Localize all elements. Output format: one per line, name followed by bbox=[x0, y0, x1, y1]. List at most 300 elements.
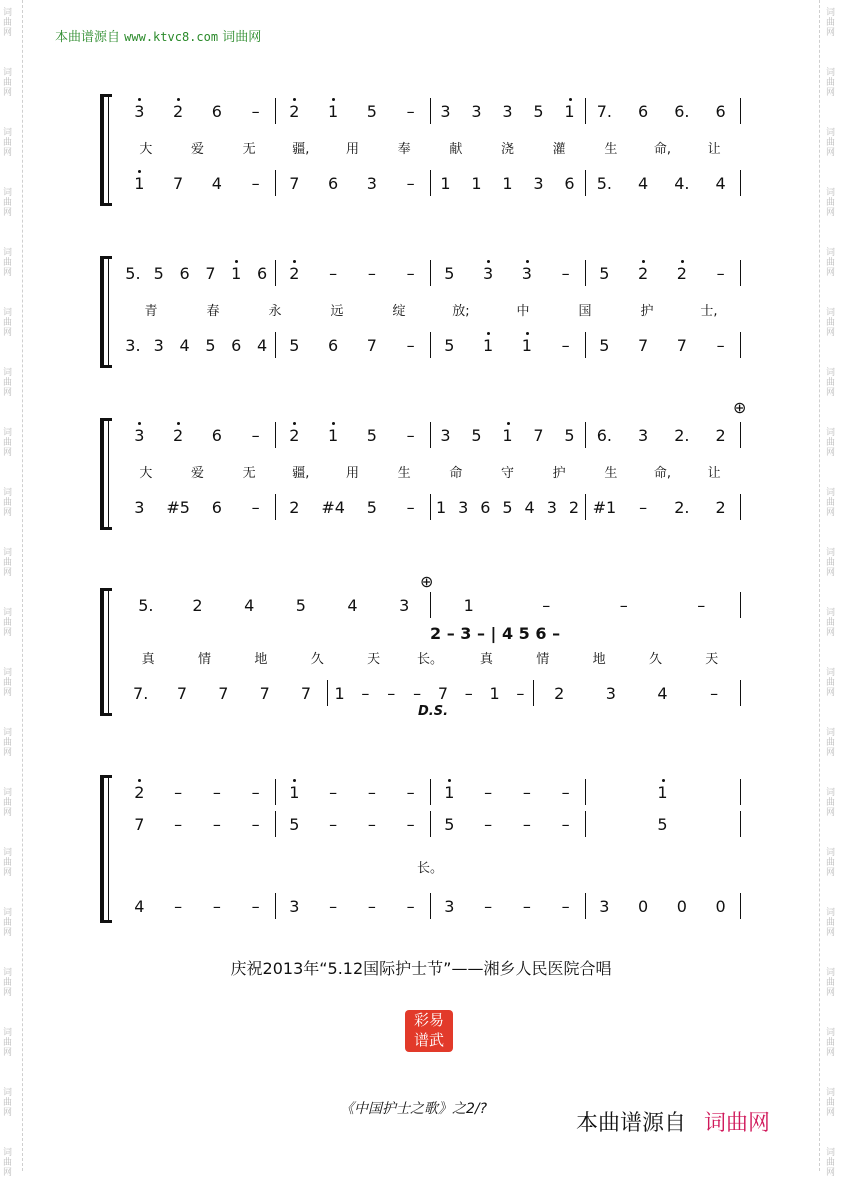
watermark-text: 词 曲 网 bbox=[3, 68, 13, 98]
note: 2 bbox=[289, 498, 300, 517]
note: 5 bbox=[289, 336, 300, 355]
octave-dot bbox=[138, 170, 141, 173]
note: 6 bbox=[256, 264, 268, 283]
watermark-text: 词 曲 网 bbox=[3, 728, 13, 758]
lyric-syllable: 真 bbox=[479, 652, 493, 667]
dash-note: – bbox=[251, 102, 260, 121]
system-line bbox=[108, 588, 109, 716]
note: 4 bbox=[256, 336, 268, 355]
barline bbox=[275, 98, 276, 124]
dash-note: – bbox=[329, 783, 338, 802]
barline-end bbox=[740, 893, 741, 919]
system-bracket bbox=[100, 256, 104, 368]
header-site[interactable]: 词曲网 bbox=[222, 30, 262, 45]
watermark-text: 词 曲 网 bbox=[826, 728, 836, 758]
lyric-syllable: 士, bbox=[700, 304, 718, 319]
watermark-text: 词 曲 网 bbox=[826, 308, 836, 338]
watermark-text: 词 曲 网 bbox=[3, 1028, 13, 1058]
note: 7 bbox=[366, 336, 377, 355]
watermark-text: 词 曲 网 bbox=[826, 1028, 836, 1058]
watermark-text: 词 曲 网 bbox=[3, 188, 13, 218]
watermark-text: 词 曲 网 bbox=[826, 488, 836, 518]
dash-note: – bbox=[406, 264, 415, 283]
octave-dot bbox=[507, 422, 510, 425]
barline bbox=[585, 98, 586, 124]
music-system bbox=[100, 775, 745, 923]
dash-note: – bbox=[387, 684, 396, 703]
barline-end bbox=[740, 260, 741, 286]
watermark-text: 词 曲 网 bbox=[3, 128, 13, 158]
barline-end bbox=[740, 98, 741, 124]
note: 4 bbox=[715, 174, 726, 193]
system-bracket bbox=[100, 94, 104, 206]
watermark-text: 词 曲 网 bbox=[3, 668, 13, 698]
note: 7 bbox=[289, 174, 300, 193]
note: 7 bbox=[259, 684, 270, 703]
note: 3 bbox=[444, 897, 455, 916]
lyric-syllable: 用 bbox=[345, 466, 360, 481]
note: 6 bbox=[179, 264, 190, 283]
dash-note: – bbox=[561, 264, 570, 283]
note: 5 bbox=[564, 426, 575, 445]
music-system bbox=[100, 572, 745, 719]
dash-note: – bbox=[561, 336, 570, 355]
note: 1 bbox=[231, 264, 242, 283]
dash-note: – bbox=[619, 596, 628, 615]
note: #4 bbox=[321, 498, 345, 517]
dash-note: – bbox=[522, 783, 531, 802]
octave-dot bbox=[642, 260, 645, 263]
note: 5 bbox=[444, 815, 455, 834]
note: 7 bbox=[205, 264, 216, 283]
barline bbox=[275, 332, 276, 358]
note: 0 bbox=[638, 897, 649, 916]
note: 2 bbox=[192, 596, 203, 615]
dash-note: – bbox=[251, 498, 260, 517]
note: 4. bbox=[674, 174, 690, 193]
octave-dot bbox=[526, 260, 529, 263]
barline bbox=[585, 811, 586, 837]
note: 1 bbox=[502, 426, 513, 445]
header-source-prefix: 本曲谱源自 bbox=[55, 30, 121, 45]
note: 6 bbox=[564, 174, 575, 193]
note: 5 bbox=[502, 498, 513, 517]
lyric-syllable: 让 bbox=[707, 142, 721, 157]
note: 3 bbox=[483, 264, 494, 283]
system-bracket bbox=[100, 588, 104, 716]
barline bbox=[585, 170, 586, 196]
note: 3 bbox=[471, 102, 482, 121]
note: 3 bbox=[605, 684, 616, 703]
barline-end bbox=[740, 170, 741, 196]
watermark-text: 词 曲 网 bbox=[826, 428, 836, 458]
note: 6 bbox=[638, 102, 649, 121]
lyric-syllable: 放; bbox=[452, 304, 470, 319]
dash-note: – bbox=[484, 783, 493, 802]
note: 2 bbox=[676, 264, 687, 283]
dash-note: – bbox=[212, 783, 221, 802]
system-line bbox=[108, 256, 109, 368]
lyric-syllable: 地 bbox=[592, 652, 606, 667]
barline bbox=[430, 422, 431, 448]
watermark-text: 词 曲 网 bbox=[826, 968, 836, 998]
watermark-text: 词 曲 网 bbox=[3, 788, 13, 818]
barline-end bbox=[740, 332, 741, 358]
note: 3 bbox=[521, 264, 532, 283]
note: 3 bbox=[289, 897, 300, 916]
note: 7. bbox=[133, 684, 149, 703]
dash-note: – bbox=[542, 596, 551, 615]
octave-dot bbox=[681, 260, 684, 263]
dash-note: – bbox=[710, 684, 719, 703]
note: 3 bbox=[599, 897, 610, 916]
lyric-syllable: 爱 bbox=[190, 142, 205, 157]
dash-note: – bbox=[716, 264, 725, 283]
note: 6. bbox=[674, 102, 690, 121]
watermark-text: 词 曲 网 bbox=[3, 908, 13, 938]
footer-source-prefix: 本曲谱源自 bbox=[576, 1111, 687, 1136]
note: 1 bbox=[502, 174, 513, 193]
note: 1 bbox=[440, 174, 451, 193]
watermark-text: 词 曲 网 bbox=[3, 968, 13, 998]
note: 0 bbox=[715, 897, 726, 916]
note: 5 bbox=[366, 426, 377, 445]
watermark-text: 词 曲 网 bbox=[3, 248, 13, 278]
barline bbox=[585, 260, 586, 286]
dash-note: – bbox=[367, 815, 376, 834]
note: 5 bbox=[153, 264, 164, 283]
dash-note: – bbox=[367, 264, 376, 283]
lyric-syllable: 爱 bbox=[190, 466, 205, 481]
note: 4 bbox=[211, 174, 222, 193]
lyric-syllable: 久 bbox=[310, 652, 324, 667]
dash-note: – bbox=[406, 783, 415, 802]
note: 1 bbox=[471, 174, 482, 193]
performance-caption: 庆祝2013年“5.12国际护士节”——湘乡人民医院合唱 bbox=[230, 959, 612, 978]
watermark-text: 词 曲 网 bbox=[3, 608, 13, 638]
barline-end bbox=[740, 592, 741, 618]
note: 7 bbox=[173, 174, 184, 193]
note: 6 bbox=[231, 336, 242, 355]
note: 3 bbox=[502, 102, 513, 121]
barline bbox=[430, 98, 431, 124]
note: 6 bbox=[328, 336, 339, 355]
note: 2 bbox=[568, 498, 580, 517]
lyric-syllable: 大 bbox=[139, 466, 153, 481]
note: 5 bbox=[657, 815, 668, 834]
lyric-syllable: 青 bbox=[144, 304, 158, 319]
lyric-syllable: 长。 bbox=[416, 652, 444, 667]
note: 5 bbox=[205, 336, 216, 355]
dash-note: – bbox=[522, 815, 531, 834]
octave-dot bbox=[138, 779, 141, 782]
dash-note: – bbox=[406, 426, 415, 445]
coda-sign: ⊕ bbox=[420, 572, 434, 591]
dash-note: – bbox=[716, 336, 725, 355]
system-line bbox=[108, 775, 109, 923]
note: 7 bbox=[176, 684, 188, 703]
octave-dot bbox=[177, 98, 180, 101]
page-header bbox=[55, 26, 261, 45]
lyric-syllable: 疆, bbox=[292, 466, 310, 481]
lyric-syllable: 护 bbox=[552, 466, 566, 481]
note: 6 bbox=[715, 102, 726, 121]
dal-segno-mark: D.S. bbox=[418, 704, 449, 719]
barline bbox=[430, 779, 431, 805]
dash-note: – bbox=[697, 596, 706, 615]
barline bbox=[585, 332, 586, 358]
lyric-syllable: 久 bbox=[648, 652, 662, 667]
lyric-syllable: 生 bbox=[604, 142, 618, 157]
music-system bbox=[100, 418, 745, 530]
octave-dot bbox=[138, 98, 141, 101]
note: 0 bbox=[676, 897, 687, 916]
lyric-syllable: 绽 bbox=[392, 304, 406, 319]
dash-note: – bbox=[329, 815, 338, 834]
lyric-syllable: 真 bbox=[141, 652, 155, 667]
octave-dot bbox=[293, 98, 296, 101]
barline-end bbox=[740, 779, 741, 805]
barline bbox=[585, 422, 586, 448]
note: 4 bbox=[638, 174, 649, 193]
lyric-syllable: 命, bbox=[653, 466, 672, 481]
note: #1 bbox=[592, 498, 617, 517]
lyric-syllable: 中 bbox=[516, 304, 530, 319]
watermark-text: 词 曲 网 bbox=[826, 368, 836, 398]
note: 1 bbox=[444, 783, 455, 802]
note: 2 bbox=[289, 264, 300, 283]
note: 1 bbox=[289, 783, 300, 802]
octave-dot bbox=[235, 260, 238, 263]
octave-dot bbox=[662, 779, 665, 782]
note: 1 bbox=[435, 498, 447, 517]
note: 3 bbox=[440, 426, 451, 445]
seal-stamp: 彩易 谱武 bbox=[405, 1010, 453, 1052]
watermark-text: 词 曲 网 bbox=[826, 908, 836, 938]
dash-note: – bbox=[174, 815, 183, 834]
note: 6. bbox=[596, 426, 613, 445]
note: 7 bbox=[638, 336, 649, 355]
dash-note: – bbox=[484, 897, 493, 916]
dash-note: – bbox=[561, 815, 570, 834]
note: 2 bbox=[173, 102, 184, 121]
note: 1 bbox=[489, 684, 500, 703]
dash-note: – bbox=[329, 264, 338, 283]
dash-note: – bbox=[367, 783, 376, 802]
lyric-syllable: 奉 bbox=[397, 142, 411, 157]
barline bbox=[430, 893, 431, 919]
note: 4 bbox=[347, 596, 358, 615]
note: 2 bbox=[134, 783, 145, 802]
note: 7 bbox=[134, 815, 145, 834]
footer-source bbox=[576, 1106, 770, 1137]
watermark-text: 词 曲 网 bbox=[3, 8, 13, 38]
lyric-syllable: 用 bbox=[345, 142, 360, 157]
barline bbox=[275, 779, 276, 805]
note: 4 bbox=[244, 596, 255, 615]
lyric-syllable: 春 bbox=[206, 304, 220, 319]
note: 5 bbox=[471, 426, 482, 445]
watermark-text: 词 曲 网 bbox=[3, 1148, 13, 1178]
dash-note: – bbox=[406, 174, 415, 193]
dash-note: – bbox=[212, 815, 221, 834]
dash-note: – bbox=[329, 897, 338, 916]
dash-note: – bbox=[251, 426, 260, 445]
footer-site-link[interactable]: 词曲网 bbox=[704, 1111, 771, 1136]
watermark-text: 词 曲 网 bbox=[3, 368, 13, 398]
watermark-text: 词 曲 网 bbox=[826, 788, 836, 818]
watermark-text: 词 曲 网 bbox=[826, 548, 836, 578]
note: 3 bbox=[153, 336, 164, 355]
barline bbox=[430, 170, 431, 196]
lyric-syllable: 国 bbox=[578, 304, 592, 319]
barline bbox=[275, 260, 276, 286]
lyric-syllable: 天 bbox=[367, 652, 381, 667]
note: 2 bbox=[554, 684, 565, 703]
system-bracket bbox=[100, 418, 104, 530]
dash-note: – bbox=[367, 897, 376, 916]
note: 3 bbox=[638, 426, 649, 445]
note: 3 bbox=[546, 498, 557, 517]
lyric-syllable: 远 bbox=[330, 304, 344, 319]
system-bracket bbox=[100, 775, 104, 923]
barline-end bbox=[740, 422, 741, 448]
lyric-syllable: 护 bbox=[640, 304, 654, 319]
right-watermark-strip bbox=[819, 0, 842, 1178]
system-line bbox=[108, 94, 109, 206]
barline bbox=[430, 494, 431, 520]
note: 2 bbox=[715, 426, 726, 445]
barline bbox=[533, 680, 534, 706]
watermark-text: 词 曲 网 bbox=[3, 548, 13, 578]
watermark-text: 词 曲 网 bbox=[826, 248, 836, 278]
dash-note: – bbox=[484, 815, 493, 834]
dash-note: – bbox=[406, 815, 415, 834]
note: 3 bbox=[134, 102, 145, 121]
note: 7 bbox=[218, 684, 229, 703]
barline bbox=[585, 494, 586, 520]
octave-dot bbox=[526, 332, 529, 335]
note: 1 bbox=[521, 336, 532, 355]
note: 6 bbox=[480, 498, 491, 517]
lyric-syllable: 灌 bbox=[552, 142, 566, 157]
note: 1 bbox=[328, 426, 339, 445]
barline-end bbox=[740, 811, 741, 837]
barline bbox=[585, 893, 586, 919]
note: 3. bbox=[125, 336, 141, 355]
note: 3 bbox=[533, 174, 544, 193]
watermark-text: 词 曲 网 bbox=[3, 848, 13, 878]
note: 4 bbox=[524, 498, 535, 517]
dash-note: – bbox=[251, 783, 260, 802]
header-url[interactable]: www.ktvc8.com bbox=[124, 30, 219, 44]
octave-dot bbox=[177, 422, 180, 425]
dash-note: – bbox=[251, 815, 260, 834]
octave-dot bbox=[332, 422, 335, 425]
music-system bbox=[100, 94, 745, 206]
watermark-text: 词 曲 网 bbox=[826, 128, 836, 158]
note: 6 bbox=[211, 102, 222, 121]
lyric-syllable: 让 bbox=[707, 466, 721, 481]
lyric-syllable: 永 bbox=[268, 304, 282, 319]
watermark-text: 词 曲 网 bbox=[826, 188, 836, 218]
lyric-syllable: 大 bbox=[139, 142, 153, 157]
octave-dot bbox=[487, 332, 490, 335]
note: 1 bbox=[657, 783, 668, 802]
octave-dot bbox=[332, 98, 335, 101]
note: 2 bbox=[638, 264, 649, 283]
note: 6 bbox=[328, 174, 339, 193]
lyric-syllable: 生 bbox=[604, 466, 618, 481]
lyric-syllable: 情 bbox=[198, 652, 212, 667]
lyric-syllable: 命, bbox=[653, 142, 672, 157]
note: 1 bbox=[483, 336, 494, 355]
note: 5 bbox=[289, 815, 300, 834]
note: 7 bbox=[533, 426, 544, 445]
octave-dot bbox=[293, 260, 296, 263]
note: 6 bbox=[211, 498, 222, 517]
note: 5. bbox=[125, 264, 141, 283]
note: 3 bbox=[399, 596, 410, 615]
note: 3 bbox=[134, 498, 145, 517]
dash-note: – bbox=[251, 174, 260, 193]
barline bbox=[275, 422, 276, 448]
watermark-text: 词 曲 网 bbox=[826, 608, 836, 638]
barline bbox=[430, 260, 431, 286]
octave-dot bbox=[487, 260, 490, 263]
note: 1 bbox=[334, 684, 345, 703]
watermark-text: 词 曲 网 bbox=[3, 488, 13, 518]
lyric-syllable: 情 bbox=[536, 652, 550, 667]
dash-note: – bbox=[406, 336, 415, 355]
note: 5 bbox=[599, 264, 610, 283]
watermark-text: 词 曲 网 bbox=[826, 1148, 836, 1178]
lyric-syllable: 浇 bbox=[500, 142, 515, 157]
note: 1 bbox=[134, 174, 145, 193]
volta-lower-voice: 2 – 3 – | 4 5 6 – bbox=[430, 624, 561, 643]
watermark-text: 词 曲 网 bbox=[3, 308, 13, 338]
note: 5 bbox=[444, 336, 455, 355]
barline bbox=[430, 592, 431, 618]
watermark-text: 词 曲 网 bbox=[826, 1088, 836, 1118]
dash-note: – bbox=[251, 897, 260, 916]
note: 2 bbox=[715, 498, 726, 517]
note: 3 bbox=[458, 498, 469, 517]
song-subtitle: 《中国护士之歌》之2/? bbox=[340, 1101, 488, 1117]
note: 3 bbox=[366, 174, 377, 193]
note: 4 bbox=[657, 684, 668, 703]
note: 5 bbox=[366, 498, 377, 517]
lyric-syllable: 长。 bbox=[416, 861, 444, 876]
note: 5 bbox=[533, 102, 544, 121]
left-watermark-strip bbox=[0, 0, 23, 1178]
barline-end bbox=[740, 680, 741, 706]
note: 7 bbox=[437, 684, 448, 703]
note: 2 bbox=[289, 426, 300, 445]
dash-note: – bbox=[516, 684, 525, 703]
note: 3 bbox=[134, 426, 145, 445]
note: 1 bbox=[463, 596, 474, 615]
note: 1 bbox=[328, 102, 339, 121]
dash-note: – bbox=[561, 897, 570, 916]
note: #5 bbox=[166, 498, 190, 517]
octave-dot bbox=[293, 779, 296, 782]
note: 4 bbox=[179, 336, 190, 355]
note: 5 bbox=[444, 264, 455, 283]
watermark-text: 词 曲 网 bbox=[3, 428, 13, 458]
lyric-syllable: 疆, bbox=[292, 142, 310, 157]
note: 6 bbox=[211, 426, 222, 445]
